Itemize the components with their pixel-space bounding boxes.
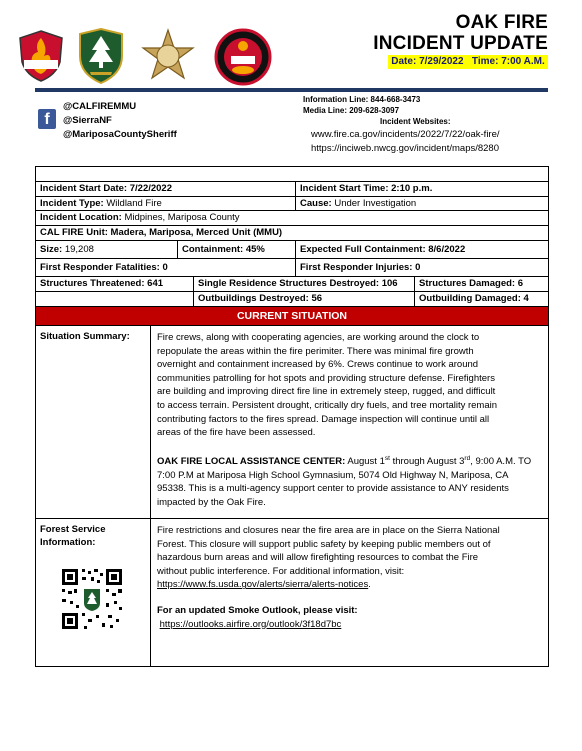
- summary-line: communities patrolling for hot spots and providing structure defense. Firefighters: [157, 372, 495, 384]
- situation-summary-row: [36, 326, 548, 519]
- summary-line: areas of the fire have been assessed.: [157, 427, 316, 439]
- forest-line: Forest. This closure will support public safety by keeping public members out of: [157, 538, 491, 550]
- lac-text: August 1: [345, 455, 385, 467]
- cause-value: Under Investigation: [334, 198, 417, 209]
- situation-summary-label: Situation Summary:: [40, 331, 130, 342]
- table-row: [36, 226, 548, 241]
- forest-alerts-period: .: [368, 579, 371, 591]
- table-row: [36, 241, 548, 259]
- single-residence-destroyed: Single Residence Structures Destroyed: 106: [193, 277, 414, 291]
- size-value: 19,208: [64, 244, 94, 255]
- incident-type-value: Wildland Fire: [106, 198, 162, 209]
- assistance-center-line: impacted by the Oak Fire.: [157, 496, 266, 508]
- forest-line: Fire restrictions and closures near the fire area are in place on the Sierra National: [157, 525, 500, 536]
- structures-damaged: Structures Damaged: 6: [414, 277, 548, 291]
- incident-type: [36, 197, 295, 210]
- inciweb-incident-url[interactable]: https://inciweb.nwcg.gov/incident/maps/8280: [311, 143, 499, 154]
- smoke-outlook-text: For an updated Smoke Outlook, please visit:: [157, 604, 358, 616]
- cal-fire-incident-team-5-logo: [214, 28, 272, 86]
- forest-service-label-line: Information:: [40, 537, 96, 548]
- outbuildings-destroyed: Outbuildings Destroyed: 56: [193, 292, 414, 306]
- forest-service-shield-logo: [78, 28, 124, 84]
- current-situation-banner: CURRENT SITUATION: [36, 307, 548, 326]
- location-label: Incident Location:: [40, 212, 122, 223]
- media-line: Media Line: 209-628-3097: [303, 106, 400, 115]
- table-row: [36, 182, 548, 197]
- summary-line: are building and improving direct fire line in extremely steep, rugged, and difficult: [157, 386, 496, 398]
- social-handle-sheriff: @MariposaCountySheriff: [63, 129, 177, 140]
- incident-location: [36, 211, 548, 225]
- mariposa-sheriff-star-logo: [140, 28, 196, 84]
- date-label: Date:: [391, 56, 417, 67]
- cal-fire-logo: [18, 30, 64, 82]
- summary-line: overnight and containment increased by 6%. Crews continue to work around: [157, 359, 479, 371]
- social-handle-sierranf: @SierraNF: [63, 115, 112, 126]
- summary-line: Fire crews, along with cooperating agencies, are working around the clock to: [157, 332, 480, 343]
- smoke-outlook-link[interactable]: https://outlooks.airfire.org/outlook/3f18d7bc: [159, 618, 342, 630]
- incident-table: [35, 166, 549, 667]
- information-line: Information Line: 844-668-3473: [303, 95, 421, 104]
- forest-service-row: [36, 519, 548, 666]
- incident-start-date: Incident Start Date: 7/22/2022: [40, 183, 172, 194]
- smoke-outlook-line: [157, 618, 548, 632]
- first-responder-fatalities: First Responder Fatalities: 0: [40, 262, 168, 273]
- incident-websites-label: Incident Websites:: [380, 117, 451, 126]
- table-row: [36, 197, 548, 211]
- date-time-banner: [388, 55, 548, 69]
- incident-start-time: Incident Start Time: 2:10 p.m.: [295, 182, 548, 196]
- summary-line: to access terrain. Persistent drought, critically dry fuels, and tree mortality remain: [157, 399, 498, 411]
- forest-service-label-line: Forest Service: [40, 524, 106, 535]
- fire-size: [36, 241, 177, 258]
- qr-code-icon[interactable]: [60, 567, 124, 631]
- forest-line: without public interference. For additional information, visit:: [157, 565, 405, 577]
- table-row: [36, 211, 548, 226]
- cause-label: Cause:: [300, 198, 332, 209]
- forest-alerts-link[interactable]: https://www.fs.usda.gov/alerts/sierra/alerts-notices: [157, 579, 369, 591]
- incident-type-label: Incident Type:: [40, 198, 104, 209]
- table-row: [36, 277, 548, 292]
- assistance-center-line: [157, 452, 548, 469]
- document-title-line2: INCIDENT UPDATE: [373, 33, 548, 54]
- header-divider: [35, 88, 548, 92]
- summary-line: contributing factors to the fires spread. Damage inspection will continue until all: [157, 413, 490, 425]
- table-spacer-row: [36, 167, 548, 182]
- facebook-icon: f: [38, 109, 56, 129]
- table-row: [36, 259, 548, 277]
- forest-service-label: [36, 519, 150, 666]
- assistance-center-line: 95338. This is a multi-agency support center to provide assistance to ANY residents: [157, 483, 509, 495]
- date-value: 7/29/2022: [419, 56, 464, 67]
- table-row: [36, 292, 548, 307]
- assistance-center-title: OAK FIRE LOCAL ASSISTANCE CENTER:: [157, 455, 346, 467]
- forest-service-text: [150, 519, 548, 666]
- incident-cause: [295, 197, 548, 210]
- lac-sup: st: [384, 454, 390, 462]
- social-handle-calfire: @CALFIREMMU: [63, 101, 137, 112]
- empty-cell: [36, 292, 193, 306]
- first-responder-injuries: First Responder Injuries: 0: [295, 259, 548, 276]
- lac-text: through August 3: [389, 455, 465, 467]
- lac-text: , 9:00 A.M. TO: [470, 455, 532, 467]
- summary-line: repopulate the areas within the fire perimiter. There was minimal fire growth: [157, 345, 474, 357]
- forest-line: hazardous burn areas and will allow firefighting resources to combat the Fire: [157, 552, 479, 564]
- time-label: Time:: [471, 56, 499, 67]
- time-value: 7:00 A.M.: [501, 56, 545, 67]
- document-title-line1: OAK FIRE: [455, 12, 548, 33]
- location-value: Midpines, Mariposa County: [124, 212, 240, 223]
- containment: Containment: 45%: [177, 241, 295, 258]
- outbuilding-damaged: Outbuilding Damaged: 4: [414, 292, 548, 306]
- situation-summary-text: [150, 326, 548, 518]
- calfire-incident-url[interactable]: www.fire.ca.gov/incidents/2022/7/22/oak-fire/: [311, 129, 500, 140]
- forest-alerts-line: [157, 578, 548, 592]
- lac-sup: rd: [464, 454, 471, 462]
- cal-fire-unit: CAL FIRE Unit: Madera, Mariposa, Merced Unit (MMU): [40, 227, 283, 238]
- structures-threatened: Structures Threatened: 641: [40, 278, 164, 289]
- expected-full-containment: Expected Full Containment: 8/6/2022: [295, 241, 548, 258]
- assistance-center-line: 7:00 P.M at Mariposa High School Gymnasium, 5074 Old Highway N, Mariposa, CA: [157, 469, 509, 481]
- size-label: Size:: [40, 244, 63, 255]
